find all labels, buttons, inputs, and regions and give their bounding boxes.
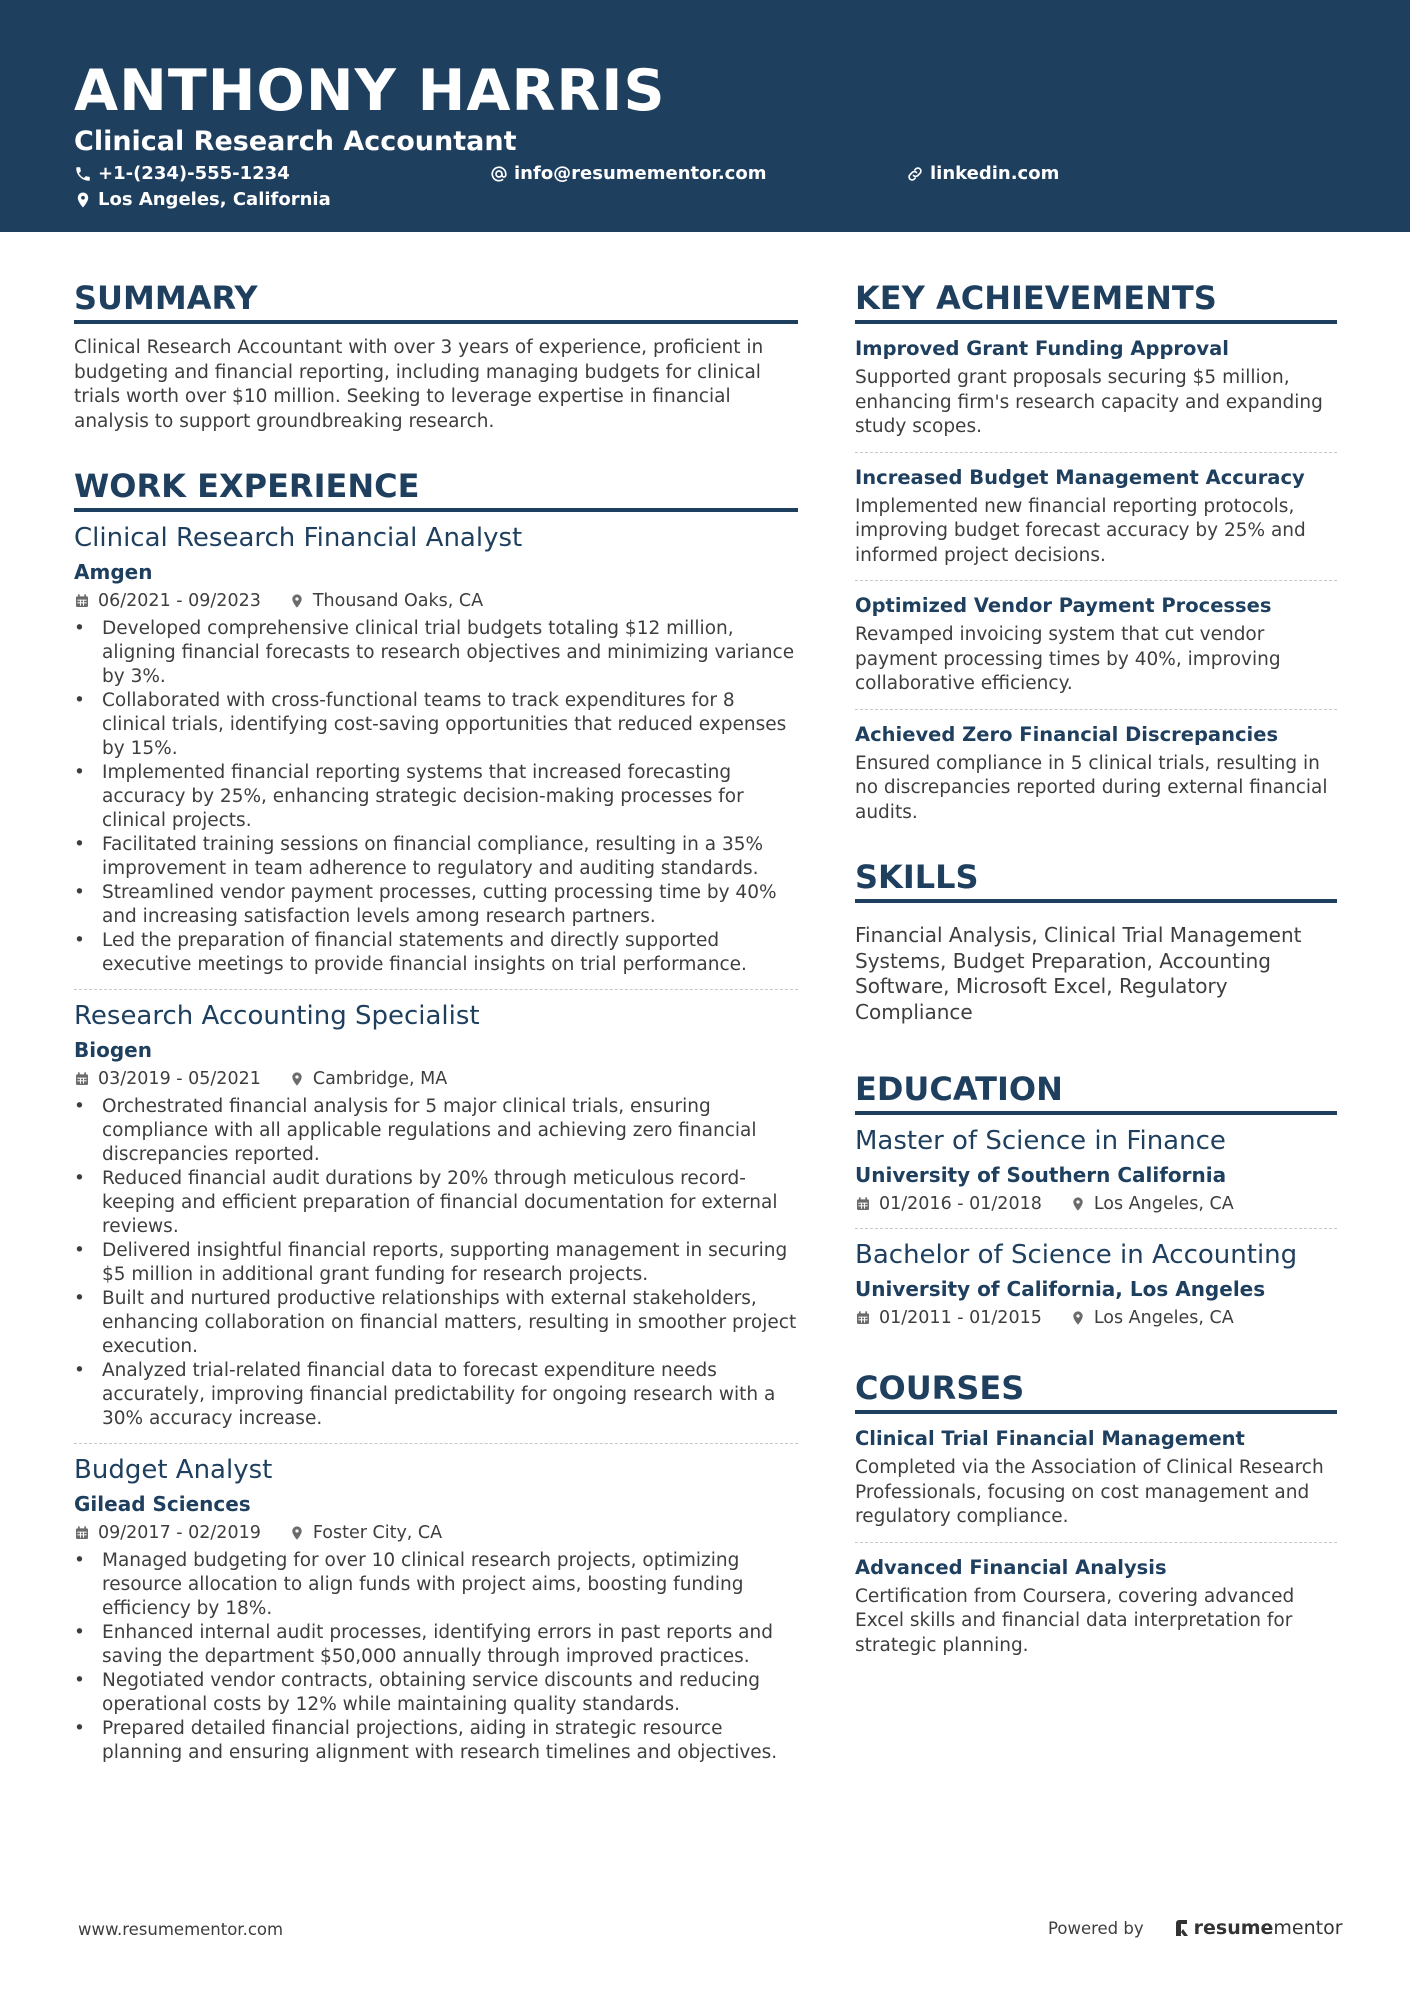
- course-title: Clinical Trial Financial Management: [855, 1427, 1245, 1450]
- job-location-text: Foster City, CA: [312, 1523, 443, 1543]
- job-meta: [74, 589, 798, 613]
- map-pin-icon: [1070, 1196, 1086, 1212]
- job-bullet: • Orchestrated financial analysis for 5 major clinical trials, ensuring compliance with all applicable regulations and achieving zero financial discrepancies reported.: [74, 1095, 798, 1167]
- education-location-text: Los Angeles, CA: [1093, 1194, 1234, 1214]
- achievements-heading: KEY ACHIEVEMENTS: [855, 280, 1337, 324]
- course-desc: Completed via the Association of Clinical Research Professionals, focusing on cost management and regulatory compliance.: [855, 1457, 1324, 1527]
- education-section: [855, 1071, 1337, 1330]
- job-entry: [74, 522, 798, 990]
- job-dates: 03/2019 - 05/2021: [98, 1069, 261, 1089]
- divider: [74, 1443, 798, 1444]
- course-desc: Certification from Coursera, covering advanced Excel skills and financial data interpretation for strategic planning.: [855, 1585, 1295, 1656]
- brand-logo[interactable]: [1174, 1917, 1343, 1939]
- job-bullet: • Collaborated with cross-functional teams to track expenditures for 8 clinical trials, identifying cost-saving opportunities that reduced expenses by 15%.: [74, 689, 798, 761]
- footer-website[interactable]: www.resumementor.com: [78, 1920, 284, 1939]
- contact-linkedin[interactable]: [906, 163, 1059, 185]
- achievement-desc: Ensured compliance in 5 clinical trials, resulting in no discrepancies reported during external financial audits.: [855, 752, 1328, 823]
- divider: [74, 989, 798, 990]
- job-meta: [74, 1521, 798, 1545]
- job-location: [289, 1521, 442, 1545]
- divider: [855, 580, 1337, 581]
- experience-section: [74, 468, 798, 1765]
- location-text: Los Angeles, California: [98, 189, 331, 210]
- powered-by-text: Powered by: [1048, 1918, 1144, 1938]
- education-location-text: Los Angeles, CA: [1093, 1308, 1234, 1328]
- map-pin-icon: [74, 191, 92, 209]
- map-pin-icon: [289, 593, 305, 609]
- right-column: [855, 280, 1337, 1692]
- job-bullet: • Negotiated vendor contracts, obtaining service discounts and reducing operational costs by 12% while maintaining quality standards.: [74, 1669, 798, 1717]
- map-pin-icon: [289, 1525, 305, 1541]
- brand-mark-icon: [1174, 1918, 1190, 1938]
- job-bullet: • Developed comprehensive clinical trial budgets totaling $12 million, aligning financial forecasts to research objectives and minimizing variance by 3%.: [74, 617, 798, 689]
- achievement-title: Improved Grant Funding Approval: [855, 337, 1229, 360]
- job-bullet: • Implemented financial reporting systems that increased forecasting accuracy by 25%, enhancing strategic decision-making processes for clinical projects.: [74, 761, 798, 833]
- achievement-desc: Revamped invoicing system that cut vendor payment processing times by 40%, improving collaborative efficiency.: [855, 624, 1281, 694]
- left-column: [74, 280, 798, 1799]
- job-bullet: • Built and nurtured productive relationships with external stakeholders, enhancing collaboration on financial matters, resulting in smoother project execution.: [74, 1287, 798, 1359]
- job-title: Budget Analyst: [74, 1455, 273, 1485]
- summary-section: [74, 280, 798, 434]
- summary-text: Clinical Research Accountant with over 3 years of experience, proficient in budgeting and financial reporting, including managing budgets for clinical trials worth over $10 million. Seeking to leverage expertise in financial analysis to support groundbreaking research.: [74, 337, 764, 432]
- contact-phone[interactable]: [74, 163, 290, 185]
- skills-text: Financial Analysis, Clinical Trial Management Systems, Budget Preparation, Accounting Software, Microsoft Excel, Regulatory Compliance: [855, 923, 1302, 1024]
- candidate-name: ANTHONY HARRIS: [74, 58, 666, 124]
- achievement-item: [855, 722, 1337, 826]
- calendar-icon: [855, 1310, 871, 1326]
- course-item: [855, 1426, 1337, 1543]
- link-icon: [906, 165, 924, 183]
- achievement-title: Optimized Vendor Payment Processes: [855, 594, 1272, 617]
- achievement-desc: Supported grant proposals securing $5 million, enhancing firm's research capacity and expanding study scopes.: [855, 367, 1323, 437]
- job-title: Research Accounting Specialist: [74, 1001, 480, 1031]
- job-bullets: [74, 617, 798, 977]
- divider: [855, 452, 1337, 453]
- course-title: Advanced Financial Analysis: [855, 1555, 1167, 1579]
- degree-title: Master of Science in Finance: [855, 1126, 1226, 1156]
- brand-name-light: mentor: [1273, 1917, 1343, 1939]
- divider: [855, 709, 1337, 710]
- job-location: [289, 1067, 447, 1091]
- job-bullet: • Delivered insightful financial reports, supporting management in securing $5 million in additional grant funding for research projects.: [74, 1239, 798, 1287]
- footer-branding: [1048, 1917, 1343, 1939]
- experience-heading: WORK EXPERIENCE: [74, 468, 798, 512]
- education-heading: EDUCATION: [855, 1071, 1337, 1115]
- job-bullet: • Led the preparation of financial statements and directly supported executive meetings to provide financial insights on trial performance.: [74, 929, 798, 977]
- achievement-title: Increased Budget Management Accuracy: [855, 465, 1305, 489]
- job-dates: 09/2017 - 02/2019: [98, 1523, 261, 1543]
- achievement-title: Achieved Zero Financial Discrepancies: [855, 722, 1279, 746]
- education-item: [855, 1125, 1337, 1229]
- achievements-section: [855, 280, 1337, 825]
- achievement-desc: Implemented new financial reporting protocols, improving budget forecast accuracy by 25% and informed project decisions.: [855, 495, 1306, 566]
- calendar-icon: [74, 593, 90, 609]
- calendar-icon: [74, 1071, 90, 1087]
- school-name: University of Southern California: [855, 1163, 1227, 1187]
- resume-header: [0, 0, 1410, 232]
- education-location: [1070, 1306, 1234, 1330]
- job-bullet: • Streamlined vendor payment processes, cutting processing time by 40% and increasing satisfaction levels among research partners.: [74, 881, 798, 929]
- job-bullet: • Prepared detailed financial projections, aiding in strategic resource planning and ensuring alignment with research timelines and objectives.: [74, 1717, 798, 1765]
- job-bullets: [74, 1549, 798, 1765]
- brand-name-bold: resume: [1193, 1917, 1274, 1939]
- skills-heading: SKILLS: [855, 859, 1337, 903]
- education-item: [855, 1239, 1337, 1330]
- company-name: Gilead Sciences: [74, 1492, 251, 1516]
- linkedin-text: linkedin.com: [930, 163, 1060, 184]
- phone-text: +1-(234)-555-1234: [98, 163, 290, 184]
- job-bullets: [74, 1095, 798, 1431]
- contact-location: [74, 189, 331, 211]
- job-bullet: • Reduced financial audit durations by 20% through meticulous record-keeping and efficient preparation of financial documentation for external reviews.: [74, 1167, 798, 1239]
- achievement-item: [855, 465, 1337, 582]
- job-entry: [74, 1000, 798, 1444]
- education-dates: 01/2016 - 01/2018: [879, 1194, 1042, 1214]
- summary-heading: SUMMARY: [74, 280, 798, 324]
- skills-section: [855, 859, 1337, 1025]
- courses-heading: COURSES: [855, 1370, 1337, 1414]
- company-name: Amgen: [74, 560, 153, 584]
- school-name: University of California, Los Angeles: [855, 1277, 1266, 1301]
- education-meta: [855, 1192, 1337, 1216]
- map-pin-icon: [289, 1071, 305, 1087]
- company-name: Biogen: [74, 1038, 152, 1062]
- education-location: [1070, 1192, 1234, 1216]
- courses-section: [855, 1370, 1337, 1658]
- achievement-item: [855, 593, 1337, 710]
- job-location-text: Thousand Oaks, CA: [312, 591, 484, 611]
- job-bullet: • Managed budgeting for over 10 clinical research projects, optimizing resource allocation to align funds with project aims, boosting funding efficiency by 18%.: [74, 1549, 798, 1621]
- map-pin-icon: [1070, 1310, 1086, 1326]
- achievement-item: [855, 336, 1337, 453]
- job-bullet: • Enhanced internal audit processes, identifying errors in past reports and saving the department $50,000 annually through improved practices.: [74, 1621, 798, 1669]
- job-bullet: • Facilitated training sessions on financial compliance, resulting in a 35% improvement in team adherence to regulatory and auditing standards.: [74, 833, 798, 881]
- education-dates: 01/2011 - 01/2015: [879, 1308, 1042, 1328]
- at-icon: [490, 165, 508, 183]
- degree-title: Bachelor of Science in Accounting: [855, 1240, 1298, 1270]
- calendar-icon: [74, 1525, 90, 1541]
- course-item: [855, 1555, 1337, 1659]
- divider: [855, 1228, 1337, 1229]
- phone-icon: [74, 165, 92, 183]
- job-bullet: • Analyzed trial-related financial data to forecast expenditure needs accurately, improving financial predictability for ongoing research with a 30% accuracy increase.: [74, 1359, 798, 1431]
- job-location-text: Cambridge, MA: [312, 1069, 448, 1089]
- candidate-title: Clinical Research Accountant: [74, 126, 517, 157]
- email-text: info@resumementor.com: [514, 163, 767, 184]
- job-dates: 06/2021 - 09/2023: [98, 591, 261, 611]
- job-meta: [74, 1067, 798, 1091]
- calendar-icon: [855, 1196, 871, 1212]
- contact-email[interactable]: [490, 163, 766, 185]
- divider: [855, 1542, 1337, 1543]
- education-meta: [855, 1306, 1337, 1330]
- job-title: Clinical Research Financial Analyst: [74, 523, 523, 553]
- job-entry: [74, 1454, 798, 1765]
- job-location: [289, 589, 483, 613]
